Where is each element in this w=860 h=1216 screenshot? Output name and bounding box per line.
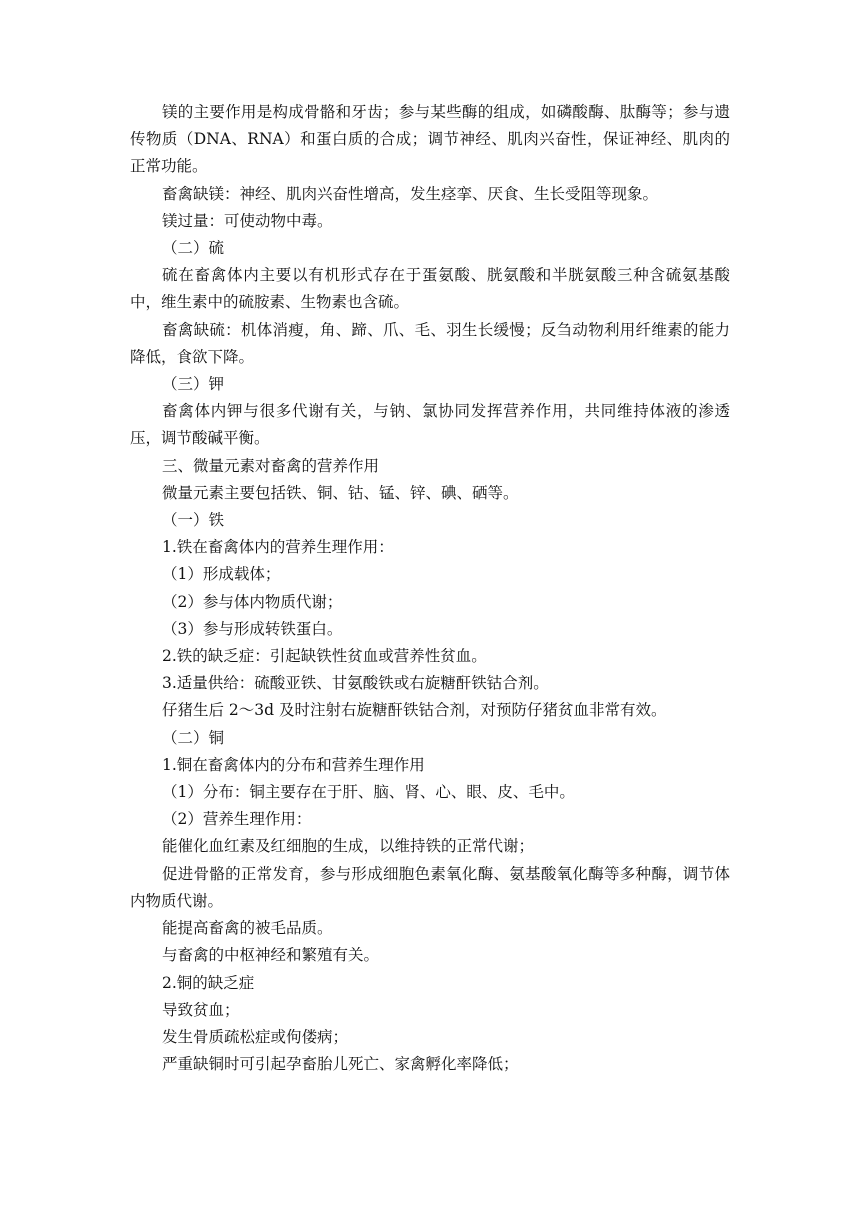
paragraph: 镁过量：可使动物中毒。 [162, 211, 333, 230]
section-heading: 三、微量元素对畜禽的营养作用 [162, 456, 380, 475]
paragraph: 导致贫血； [162, 1000, 240, 1019]
paragraph: 严重缺铜时可引起孕畜胎儿死亡、家禽孵化率降低； [162, 1055, 519, 1074]
paragraph: 硫在畜禽体内主要以有机形式存在于蛋氨酸、胱氨酸和半胱氨酸三种含硫氨基酸中，维生素中的硫胺素、生物素也含硫。 [130, 266, 730, 312]
list-item: 3.适量供给：硫酸亚铁、甘氨酸铁或右旋糖酐铁钴合剂。 [162, 674, 549, 693]
paragraph: 仔猪生后 2～3d 及时注射右旋糖酐铁钴合剂，对预防仔猪贫血非常有效。 [162, 701, 667, 720]
list-item: 2.铜的缺乏症 [162, 973, 255, 992]
section-heading: （二）铜 [162, 728, 225, 747]
paragraph: 畜禽体内钾与很多代谢有关，与钠、氯协同发挥营养作用，共同维持体液的渗透压，调节酸碱平衡。 [130, 402, 730, 448]
list-item: （1）分布：铜主要存在于肝、脑、肾、心、眼、皮、毛中。 [162, 783, 575, 802]
paragraph: 畜禽缺镁：神经、肌肉兴奋性增高，发生痉挛、厌食、生长受阻等现象。 [162, 184, 659, 203]
list-item: （2）参与体内物质代谢； [162, 592, 343, 611]
paragraph: 促进骨骼的正常发育，参与形成细胞色素氧化酶、氨基酸氧化酶等多种酶，调节体内物质代谢。 [130, 864, 730, 910]
paragraph: 镁的主要作用是构成骨骼和牙齿；参与某些酶的组成，如磷酸酶、肽酶等；参与遗传物质（DNA、RNA）和蛋白质的合成；调节神经、肌肉兴奋性，保证神经、肌肉的正常功能。 [130, 103, 730, 176]
list-item: 1.铁在畜禽体内的营养生理作用： [162, 538, 394, 557]
list-item: 1.铜在畜禽体内的分布和营养生理作用 [162, 755, 425, 774]
section-heading: （三）钾 [162, 375, 225, 394]
paragraph: 能催化血红素及红细胞的生成，以维持铁的正常代谢； [162, 837, 535, 856]
section-heading: （一）铁 [162, 511, 225, 530]
paragraph: 发生骨质疏松症或佝偻病； [162, 1027, 349, 1046]
list-item: （3）参与形成转铁蛋白。 [162, 619, 343, 638]
list-item: （2）营养生理作用： [162, 810, 312, 829]
paragraph: 微量元素主要包括铁、铜、钴、锰、锌、碘、硒等。 [162, 483, 519, 502]
paragraph: 能提高畜禽的被毛品质。 [162, 919, 333, 938]
paragraph: 畜禽缺硫：机体消瘦，角、蹄、爪、毛、羽生长缓慢；反刍动物利用纤维素的能力降低，食欲下降。 [130, 320, 730, 366]
section-heading: （二）硫 [162, 239, 225, 258]
list-item: 2.铁的缺乏症：引起缺铁性贫血或营养性贫血。 [162, 647, 487, 666]
paragraph: 与畜禽的中枢神经和繁殖有关。 [162, 946, 380, 965]
list-item: （1）形成载体； [162, 565, 281, 584]
document-body [130, 99, 730, 1078]
